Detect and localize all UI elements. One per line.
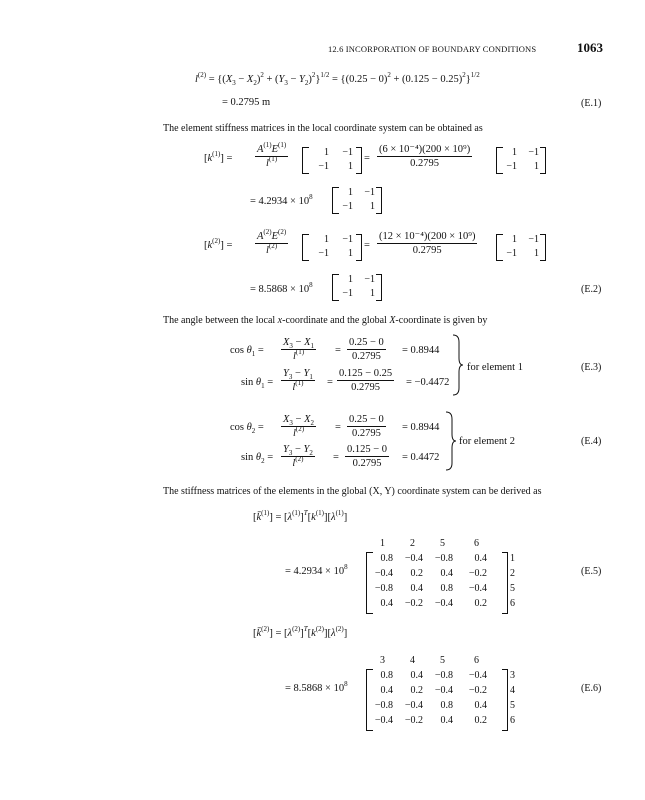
- matrix-cell: 0.2: [474, 598, 487, 609]
- row-label: 5: [510, 583, 515, 594]
- fraction: $A^{(2)}E^{(2)}$ $l^{(2)}$: [257, 228, 287, 256]
- equation-number: (E.5): [581, 566, 602, 577]
- k1-lhs: $[k^{(1)}]$ =: [204, 150, 233, 164]
- matrix-cell: 0.4: [440, 715, 453, 726]
- matrix-cell: 0.2: [474, 715, 487, 726]
- fraction: (6 × 10⁻⁴)(200 × 10⁹) 0.2795: [379, 144, 471, 169]
- matrix-cell: 0.4: [410, 670, 423, 681]
- matrix-cell: −0.4: [374, 715, 393, 726]
- row-label: 6: [510, 598, 515, 609]
- paragraph: The element stiffness matrices in the local coordinate system can be obtained as: [163, 123, 483, 134]
- matrix-cell: −0.8: [374, 583, 393, 594]
- matrix-bracket: [366, 552, 508, 614]
- matrix-cell: −0.2: [468, 568, 487, 579]
- column-label: 6: [474, 655, 479, 666]
- matrix-cell: −0.4: [404, 700, 423, 711]
- matrix-cell: −0.2: [468, 685, 487, 696]
- fraction: (12 × 10⁻⁴)(200 × 10⁹) 0.2795: [379, 231, 476, 256]
- matrix-cell: −0.8: [434, 670, 453, 681]
- column-label: 3: [380, 655, 385, 666]
- matrix-cell: 0.8: [380, 670, 393, 681]
- matrix-bracket: 1 −1 −1 1: [302, 234, 362, 261]
- matrix-cell: 0.2: [410, 685, 423, 696]
- column-label: 2: [410, 538, 415, 549]
- length-result: = 0.2795 m: [222, 97, 271, 108]
- matrix-bracket: [366, 669, 508, 731]
- matrix-cell: −0.2: [404, 598, 423, 609]
- length-equation: $l^{(2)} = \{(X_3 - X_2)^2 + (Y_3 - Y_2)^2\}^{1/2} = \{(0.25 - 0)^2 + (0.125 - 0.25)^2\}^{1/2}$: [195, 71, 480, 88]
- equation-number: (E.2): [581, 284, 602, 295]
- matrix-cell: −0.8: [374, 700, 393, 711]
- equation-number: (E.4): [581, 436, 602, 447]
- matrix-cell: 0.4: [474, 553, 487, 564]
- matrix-cell: 0.4: [380, 685, 393, 696]
- matrix-cell: 0.2: [410, 568, 423, 579]
- column-label: 4: [410, 655, 415, 666]
- paragraph: The angle between the local x-coordinate and the global X-coordinate is given by: [163, 315, 488, 326]
- matrix-cell: 0.4: [474, 700, 487, 711]
- fraction: $A^{(1)}E^{(1)}$ $l^{(1)}$: [257, 141, 287, 169]
- row-label: 3: [510, 670, 515, 681]
- curly-brace: [445, 411, 457, 471]
- matrix-bracket: 1 −1 −1 1: [496, 147, 546, 174]
- matrix-cell: −0.2: [404, 715, 423, 726]
- matrix-bracket: 1 −1 −1 1: [302, 147, 362, 174]
- row-label: 4: [510, 685, 515, 696]
- matrix-cell: −0.4: [468, 583, 487, 594]
- matrix-cell: 0.8: [440, 700, 453, 711]
- row-label: 2: [510, 568, 515, 579]
- page-number: 1063: [577, 40, 603, 55]
- matrix-bracket: 1 −1 −1 1: [332, 274, 382, 301]
- matrix-cell: −0.4: [468, 670, 487, 681]
- equation-number: (E.1): [581, 98, 602, 109]
- paragraph: The stiffness matrices of the elements in the global (X, Y) coordinate system can be derived as: [163, 486, 542, 497]
- matrix-cell: 0.8: [440, 583, 453, 594]
- matrix-cell: −0.4: [374, 568, 393, 579]
- curly-brace: [452, 334, 464, 396]
- column-label: 1: [380, 538, 385, 549]
- matrix-cell: 0.4: [380, 598, 393, 609]
- column-label: 5: [440, 538, 445, 549]
- equation-number: (E.6): [581, 683, 602, 694]
- matrix-cell: 0.4: [440, 568, 453, 579]
- matrix-cell: −0.4: [434, 598, 453, 609]
- equation-number: (E.3): [581, 362, 602, 373]
- running-header: 12.6 INCORPORATION OF BOUNDARY CONDITIONS: [328, 44, 537, 54]
- matrix-cell: −0.8: [434, 553, 453, 564]
- matrix-bracket: 1 −1 −1 1: [496, 234, 546, 261]
- column-label: 5: [440, 655, 445, 666]
- matrix-bracket: 1 −1 −1 1: [332, 187, 382, 214]
- matrix-cell: 0.4: [410, 583, 423, 594]
- matrix-cell: 0.8: [380, 553, 393, 564]
- row-label: 6: [510, 715, 515, 726]
- k2-lhs: $[k^{(2)}]$ =: [204, 237, 233, 251]
- matrix-cell: −0.4: [404, 553, 423, 564]
- column-label: 6: [474, 538, 479, 549]
- row-label: 5: [510, 700, 515, 711]
- row-label: 1: [510, 553, 515, 564]
- matrix-cell: −0.4: [434, 685, 453, 696]
